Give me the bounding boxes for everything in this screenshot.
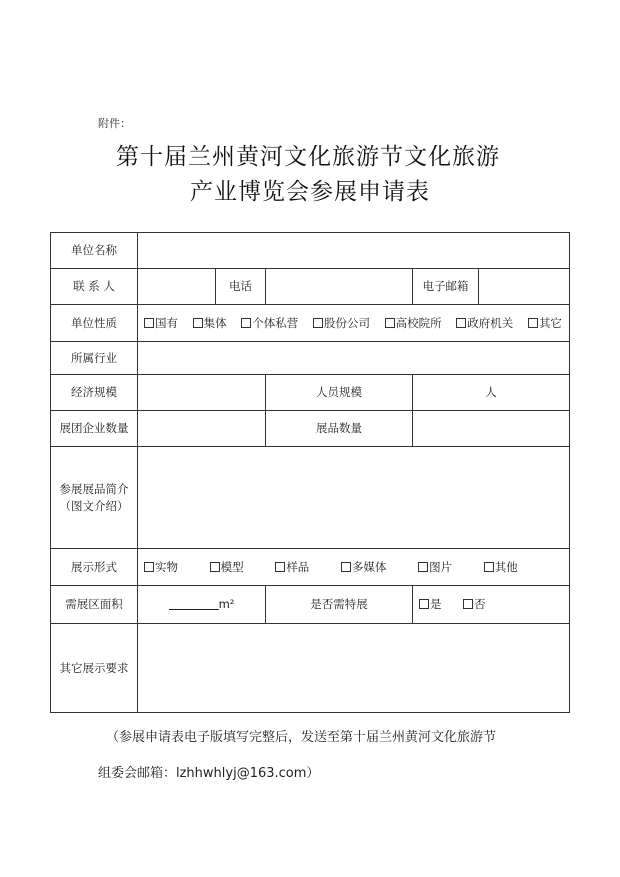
row-contact <box>51 269 570 305</box>
special-option-no[interactable]: 否 <box>463 597 486 611</box>
economic-scale-label: 经济规模 <box>51 375 138 411</box>
special-exhibit-options <box>413 586 570 624</box>
nature-option-other[interactable]: 其它 <box>528 316 562 330</box>
checkbox-icon <box>418 562 428 572</box>
nature-option-government[interactable]: 政府机关 <box>456 316 513 330</box>
checkbox-icon <box>385 318 395 328</box>
area-unit: m² <box>218 597 235 611</box>
staff-size-label: 人员规模 <box>266 375 413 411</box>
other-requirements-field[interactable] <box>138 624 570 713</box>
phone-field[interactable] <box>266 269 413 305</box>
checkbox-icon <box>313 318 323 328</box>
contact-label: 联 系 人 <box>51 269 138 305</box>
submission-note-line-1: （参展申请表电子版填写完整后，发送至第十届兰州黄河文化旅游节 <box>106 730 497 745</box>
nature-option-private[interactable]: 个体私营 <box>241 316 298 330</box>
display-form-label: 展示形式 <box>51 549 138 586</box>
exhibit-intro-label-line-1: 参展展品简介 <box>59 481 129 496</box>
nature-option-joint-stock[interactable]: 股份公司 <box>313 316 370 330</box>
display-option-physical[interactable]: 实物 <box>144 560 178 574</box>
row-scale <box>51 375 570 411</box>
checkbox-icon <box>341 562 351 572</box>
exhibit-intro-label-line-2: （图文介绍） <box>59 498 129 513</box>
row-unit-name <box>51 233 570 269</box>
nature-option-state-owned[interactable]: 国有 <box>144 316 178 330</box>
unit-name-field[interactable] <box>138 233 570 269</box>
unit-name-label: 单位名称 <box>51 233 138 269</box>
group-enterprise-count-field[interactable] <box>138 411 266 447</box>
exhibit-intro-label <box>51 447 138 549</box>
display-option-picture[interactable]: 图片 <box>418 560 452 574</box>
nature-option-collective[interactable]: 集体 <box>193 316 227 330</box>
checkbox-icon <box>144 562 154 572</box>
nature-option-university[interactable]: 高校院所 <box>385 316 442 330</box>
form-title-line-1: 第十届兰州黄河文化旅游节文化旅游 <box>116 144 500 170</box>
checkbox-icon <box>456 318 466 328</box>
display-option-model[interactable]: 模型 <box>210 560 244 574</box>
row-other-requirements <box>51 624 570 713</box>
display-option-other[interactable]: 其他 <box>484 560 518 574</box>
phone-label: 电话 <box>216 269 266 305</box>
email-field[interactable] <box>479 269 570 305</box>
row-unit-nature <box>51 305 570 342</box>
form-title-line-2: 产业博览会参展申请表 <box>190 179 430 205</box>
industry-field[interactable] <box>138 342 570 375</box>
special-option-yes[interactable]: 是 <box>419 597 442 611</box>
attachment-label: 附件： <box>98 117 131 130</box>
area-label: 需展区面积 <box>51 586 138 624</box>
exhibit-count-field[interactable] <box>413 411 570 447</box>
display-option-multimedia[interactable]: 多媒体 <box>341 560 387 574</box>
row-exhibit-intro <box>51 447 570 549</box>
row-industry <box>51 342 570 375</box>
checkbox-icon <box>210 562 220 572</box>
application-form-table <box>50 232 570 713</box>
industry-label: 所属行业 <box>51 342 138 375</box>
row-display-form <box>51 549 570 586</box>
other-requirements-label: 其它展示要求 <box>51 624 138 713</box>
contact-field[interactable] <box>138 269 216 305</box>
staff-size-field[interactable] <box>413 375 570 411</box>
area-blank-line[interactable] <box>169 597 219 610</box>
row-area <box>51 586 570 624</box>
exhibit-count-label: 展品数量 <box>266 411 413 447</box>
checkbox-icon <box>193 318 203 328</box>
display-form-options <box>138 549 570 586</box>
row-counts <box>51 411 570 447</box>
display-option-sample[interactable]: 样品 <box>275 560 309 574</box>
area-field[interactable] <box>138 586 266 624</box>
checkbox-icon <box>241 318 251 328</box>
group-enterprise-count-label: 展团企业数量 <box>51 411 138 447</box>
unit-nature-label: 单位性质 <box>51 305 138 342</box>
submission-note-line-2: 组委会邮箱：lzhhwhlyj@163.com） <box>98 766 320 781</box>
staff-unit: 人 <box>485 385 497 399</box>
exhibit-intro-field[interactable] <box>138 447 570 549</box>
checkbox-icon <box>275 562 285 572</box>
checkbox-icon <box>419 599 429 609</box>
checkbox-icon <box>484 562 494 572</box>
checkbox-icon <box>528 318 538 328</box>
checkbox-icon <box>463 599 473 609</box>
special-exhibit-label: 是否需特展 <box>266 586 413 624</box>
economic-scale-field[interactable] <box>138 375 266 411</box>
email-label: 电子邮箱 <box>413 269 479 305</box>
checkbox-icon <box>144 318 154 328</box>
unit-nature-options <box>138 305 570 342</box>
